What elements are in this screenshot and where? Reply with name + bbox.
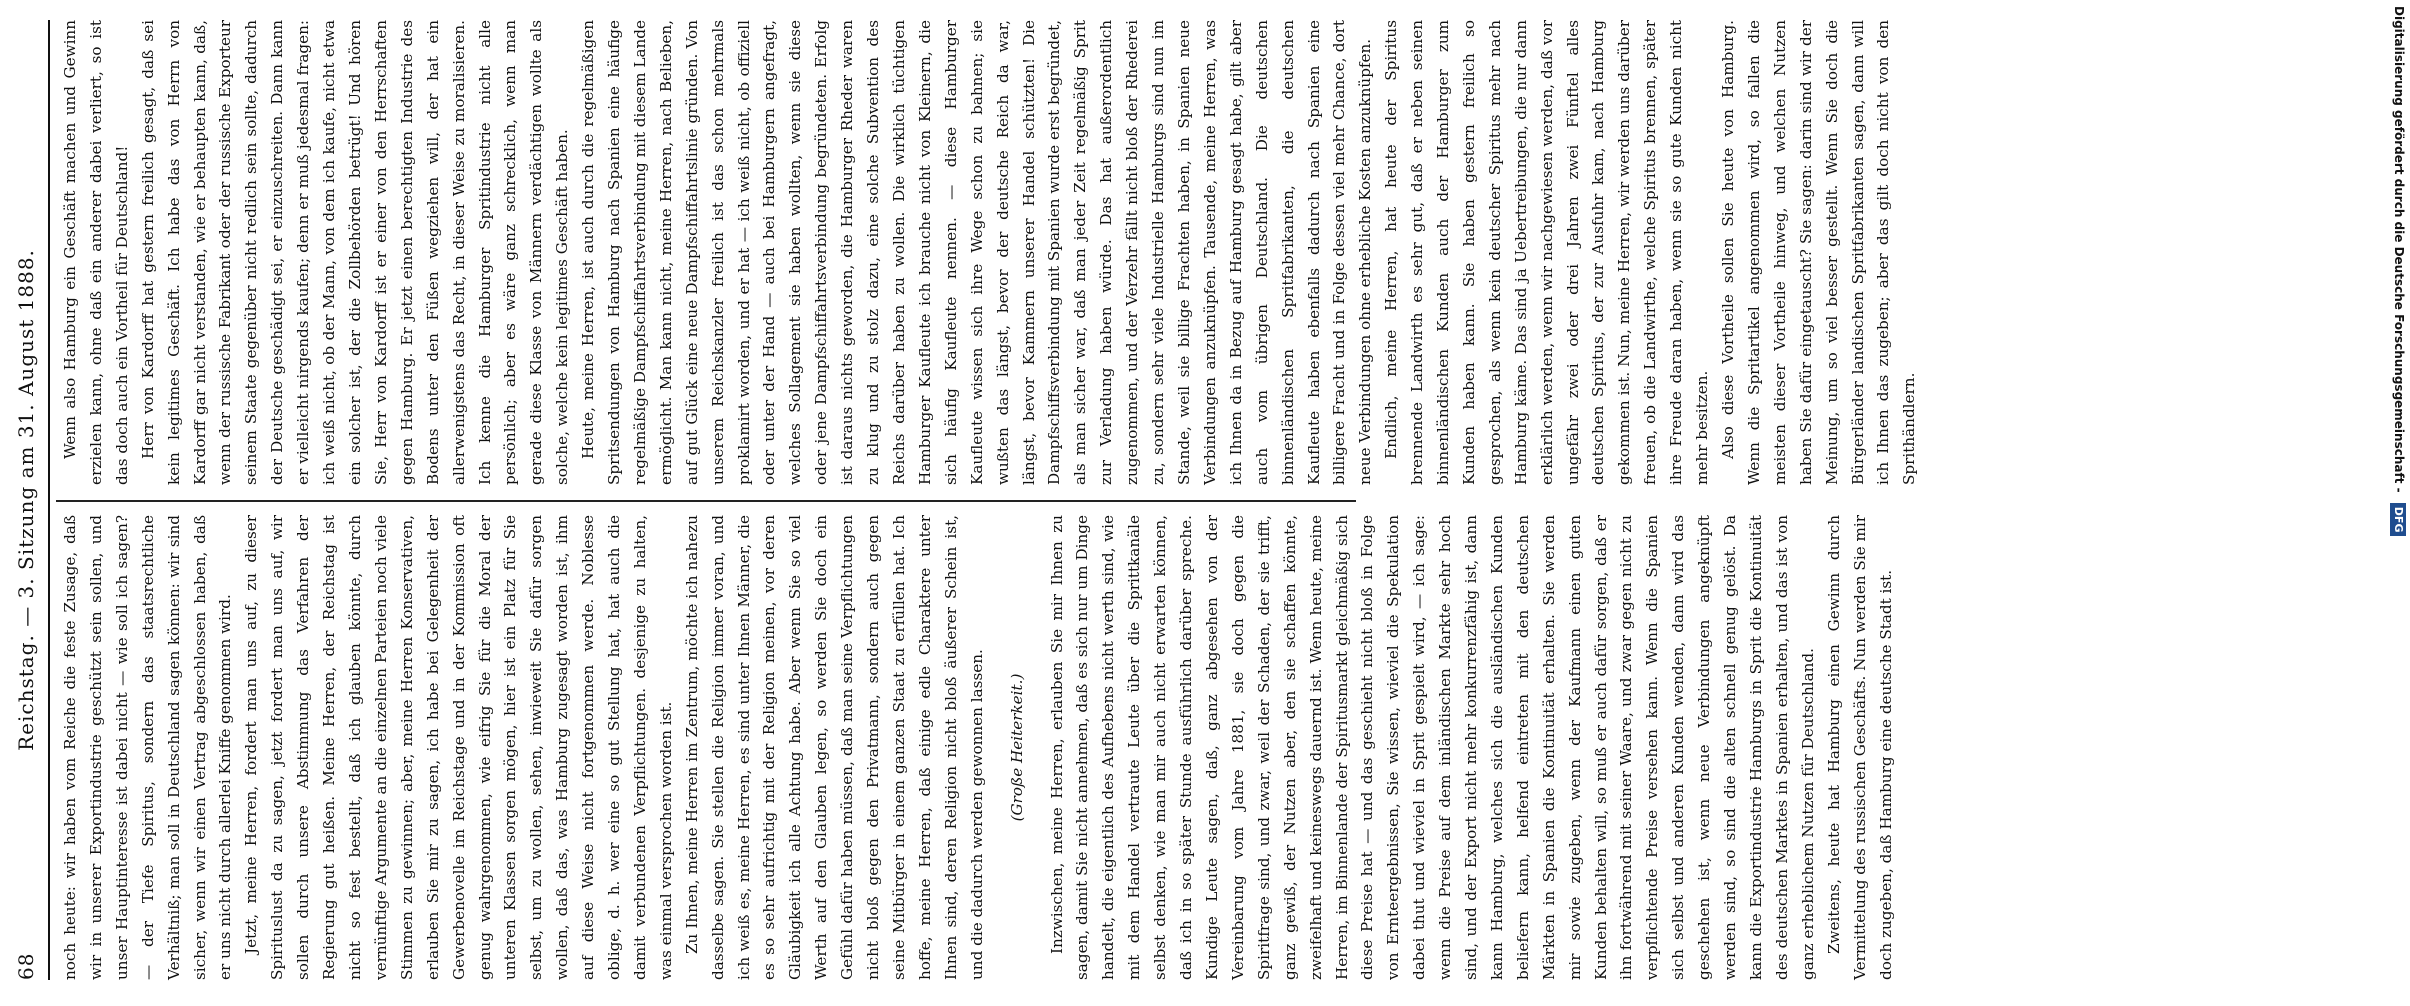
paragraph: Endlich, meine Herren, hat heute der Spiritus brennende Landwirth es sehr gut, daß er neben seinen binnenländischen Kunden auch der Hamburger zum Kunden haben kann. Sie haben gestern freilich so gesprochen, als wenn kein deutscher Spiritus mehr nach Hamburg käme. Das sind ja Uebertreibungen, die nur dann erklärlich werden, wenn wir nachgewiesen werden, daß vor ungefähr zwei oder drei Jahren zwei Fünftel alles deutschen Spiritus, der zur Ausfuhr kam, nach Hamburg gekommen ist. Nun, meine Herren, wir werden uns darüber freuen, ob die Landwirthe, welche Spiritus brennen, später ihre Freude daran haben, wenn sie so gute Kunden nicht mehr besitzen. bbox=[1382, 20, 1712, 485]
dfg-logo: DFG bbox=[2391, 503, 2407, 537]
column-divider bbox=[56, 500, 1356, 502]
paragraph: Wenn also Hamburg ein Geschäft machen und Gewinn erzielen kann, ohne daß ein anderer dabei verliert, so ist das doch auch ein Vortheil für Deutschland! bbox=[61, 20, 131, 485]
paragraph: Zu Ihnen, meine Herren im Zentrum, möchte ich nahezu dasselbe sagen. Sie stellen die Religion immer voran, und ich weiß es, meine Herren, es sind unter Ihnen Männer, die es so sehr aufrichtig mit der Religion meinen, vor deren Gläubigkeit ich alle Achtung habe. Aber wenn Sie so viel Werth auf den Glauben legen, so werden Sie doch ein Gefühl dafür haben müssen, daß man seine Verpflichtungen nicht bloß gegen den Privatmann, sondern auch gegen seine Mitbürger in einem ganzen Staat zu erfüllen hat. Ich hoffe, meine Herren, daß einige edle Charaktere unter Ihnen sind, deren Religion nicht bloß äußerer Schein ist, und die dadurch werden gewonnen lassen. bbox=[682, 515, 986, 980]
paragraph: Heute, meine Herren, ist auch durch die regelmäßigen Spritsendungen von Hamburg nach Spanien eine häufige regelmäßige Dampfschiffahrtsverbindung mit diesem Lande ermöglicht. Man kann nicht, meine Herren, nach Belieben, auf gut Glück eine neue Dampfschiffahrtslinie gründen. Von unserem Reichskanzler freilich ist das schon mehrmals proklamirt worden, und er hat — ich weiß nicht, ob offiziell oder unter der Hand — auch bei Hamburgern angefragt, welches Sollagement sie haben wollten, wenn sie diese oder jene Dampfschiffahrtsverbindung begründeten. Erfolg ist daraus nichts geworden, die Hamburger Rheder waren zu klug und zu stolz dazu, eine solche Subvention des Reichs darüber haben zu wollen. Die wirklich tüchtigen Hamburger Kaufleute ich brauche nicht von Kleinern, die sich häufig Kaufleute nennen. — diese Hamburger Kaufleute wissen sich ihre Wege schon zu bahnen; sie wußten das längst, bevor der deutsche Reich da war, längst, bevor Kammern unserer Handel schützten! Die Dampfschiffsverbindung mit Spanien wurde erst begründet, als man sicher war, daß man jeder Zeit regelmäßig Sprit zur Verladung haben würde. Das hat außerordentlich zugenommen, und der Verzehr fällt nicht bloß der Rhederei zu, sondern sehr viele Industrielle Hamburgs sind nun im Stande, weil sie billige Frachten haben, in Spanien neue Verbindungen anzuknüpfen. Tausende, meine Herren, was ich Ihnen da in Bezug auf Hamburg gesagt habe, gilt aber auch vom übrigen Deutschland. Die deutschen binnenländischen Spritfabrikanten, die deutschen Kaufleute haben ebenfalls dadurch nach Spanien eine billigere Fracht und in Folge dessen viel mehr Chance, dort neue Verbindungen ohne erhebliche Kosten anzuknüpfen. bbox=[579, 20, 1375, 485]
paragraph: Inzwischen, meine Herren, erlauben Sie mir Ihnen zu sagen, damit Sie nicht annehmen, daß es sich nur um Dinge handelt, die eigentlich des Aufhebens nicht werth sind, wie mit dem Handel vertraute Leute über die Sprittkanäle selbst denken, wie man mir auch nicht erwarten können, daß ich in so später Stunde ausführlich darüber spreche. Kundige Leute sagen, daß, ganz abgesehen von der Vereinbarung vom Jahre 1881, sie doch gegen die Spiritfrage sind, und zwar, weil der Schaden, der sie trifft, ganz gewiß, der Nutzen aber, den sie schaffen könnte, zweifelhaft und keineswegs dauernd ist. Wenn heute, meine Herren, im Binnenlande der Spiritusmarkt gleichmäßig sich diese Preise hat — und das geschieht nicht bloß in Folge von Ernteergebnissen, Sie wissen, wieviel die Spekulation dabei thut und wieviel in Sprit gespielt wird, — ich sage: wenn die Preise auf dem inländischen Markte sehr hoch sind, und der Export nicht mehr konkurrenzfähig ist, dann kann Hamburg, welches sich die ausländischen Kunden beliefern kann, helfend eintreten mit den deutschen Märkten in Spanien die Kontinuität erhalten. Sie werden mir sowie zugeben, wenn der Kaufmann einen guten Kunden behalten will, so muß er auch dafür sorgen, daß er ihn fortwährend mit seiner Waare, und zwar gegen nicht zu verpflichtende Preise versehen kann. Wenn die Spanien sich selbst und anderen Kunden wenden, dann wird das geschehen ist, wenn neue Verbindungen angeknüpft werden sind, so sind die alten schnell genug gelöst. Da kann die Exportindustrie Hamburgs in Sprit die Kontinuität des deutschen Marktes in Spanien erhalten, und das ist von ganz erheblichem Nutzen für Deutschland. bbox=[1047, 515, 1817, 980]
paragraph: Herr von Kardorff hat gestern freilich gesagt, daß sei kein legitimes Geschäft. Ich habe das von Herrn von Kardorff gar nicht verstanden, wie er behaupten kann, daß, wenn der russische Fabrikant oder der russische Exporteur seinem Staate gegenüber nicht redlich sein sollte, dadurch der Deutsche geschädigt sei, er einzuschreiten. Dann kann er vielleicht nirgends kaufen; denn er muß jedesmal fragen: ich weiß nicht, ob der Mann, von dem ich kaufe, nicht etwa ein solcher ist, der die Zollbehörden betrügt! Und hören Sie, Herr von Kardorff ist er einer von den Herrschaften gegen Hamburg. Er jetzt einen berechtigten Industrie des Bodens unter den Füßen wegziehen will, der hat ein allerwenigstens das Recht, in dieser Weise zu moralisieren. Ich kenne die Hamburger Spritindustrie nicht alle persönlich; aber es wäre ganz schrecklich, wenn man gerade diese Klasse von Männern verdächtigen wollte als solche, welche kein legitimes Geschäft haben. bbox=[138, 20, 572, 485]
header-rule bbox=[48, 20, 50, 980]
running-head: Reichstag. — 3. Sitzung am 31. August 1888. bbox=[14, 249, 38, 751]
left-column bbox=[58, 514, 1895, 980]
stamp-text: Digitalisierung gefördert durch die Deutsche Forschungsgemeinschaft - bbox=[2392, 6, 2406, 493]
paragraph: Jetzt, meine Herren, fordert man uns auf, zu dieser Spirituslust da zu sagen, jetzt fordert man uns auf, wir sollen durch unsere Abstimmung das Verfahren der Regierung gut heißen. Meine Herren, der Reichstag ist nicht so fest bestellt, daß ich glauben könnte, durch vernünftige Argumente an die einzelnen Parteien noch viele Stimmen zu gewinnen; aber, meine Herren Konservativen, erlauben Sie mir zu sagen, ich habe bei Gelegenheit der Gewerbenovelle im Reichstage und in der Kommission oft genug wahrgenommen, wie eifrig Sie für die Moral der unteren Klassen sorgen mögen, hier ist ein Platz für Sie selbst, um zu wollen, sehen, inwieweit Sie dafür sorgen wollen, daß das, was Hamburg zugesagt worden ist, ihm auf diese Weise nicht fortgenommen werde. Noblesse oblige, d. h. wer eine so gut Stellung hat, hat auch die damit verbundenen Verpflichtungen. desjenige zu halten, was einmal versprochen worden ist. bbox=[242, 515, 675, 980]
page-header bbox=[14, 20, 44, 980]
interjection: (Große Heiterkeit.) bbox=[1007, 673, 1026, 822]
paragraph: noch heute: wir haben vom Reiche die feste Zusage, daß wir in unserer Exportindustrie geschützt sein sollen, und unser Hauptinteresse ist dabei nicht — wie soll ich sagen? — der Tiefe Spiritus, sondern das staatsrechtliche Verhältniß; man soll in Deutschland sagen können: wir sind sicher, wenn wir einen Vertrag abgeschlossen haben, daß er uns nicht durch allerlei Kniffe genommen wird. bbox=[61, 515, 235, 980]
page-number: 68 bbox=[14, 952, 38, 980]
paragraph: Zweitens, heute hat Hamburg einen Gewinn durch Vermittelung des russischen Geschäfts. Nun werden Sie mir doch zugeben, daß Hamburg eine deutsche Stadt ist. bbox=[1824, 514, 1895, 980]
right-column bbox=[58, 20, 1919, 485]
paragraph: Also diese Vortheile sollen Sie heute von Hamburg. Wenn die Spritartikel angenommen wird, so fallen die meisten dieser Vortheile hinweg, und welchen Nutzen haben Sie dafür eingetauscht? Sie sagen: darin sind wir der Meinung, um so viel besser gestellt. Wenn Sie doch die Bürgerländer landischen Spritfabrikanten sagen, dann will ich Ihnen das zugeben; aber das gilt doch nicht von den Sprithändlern. bbox=[1719, 20, 1919, 485]
